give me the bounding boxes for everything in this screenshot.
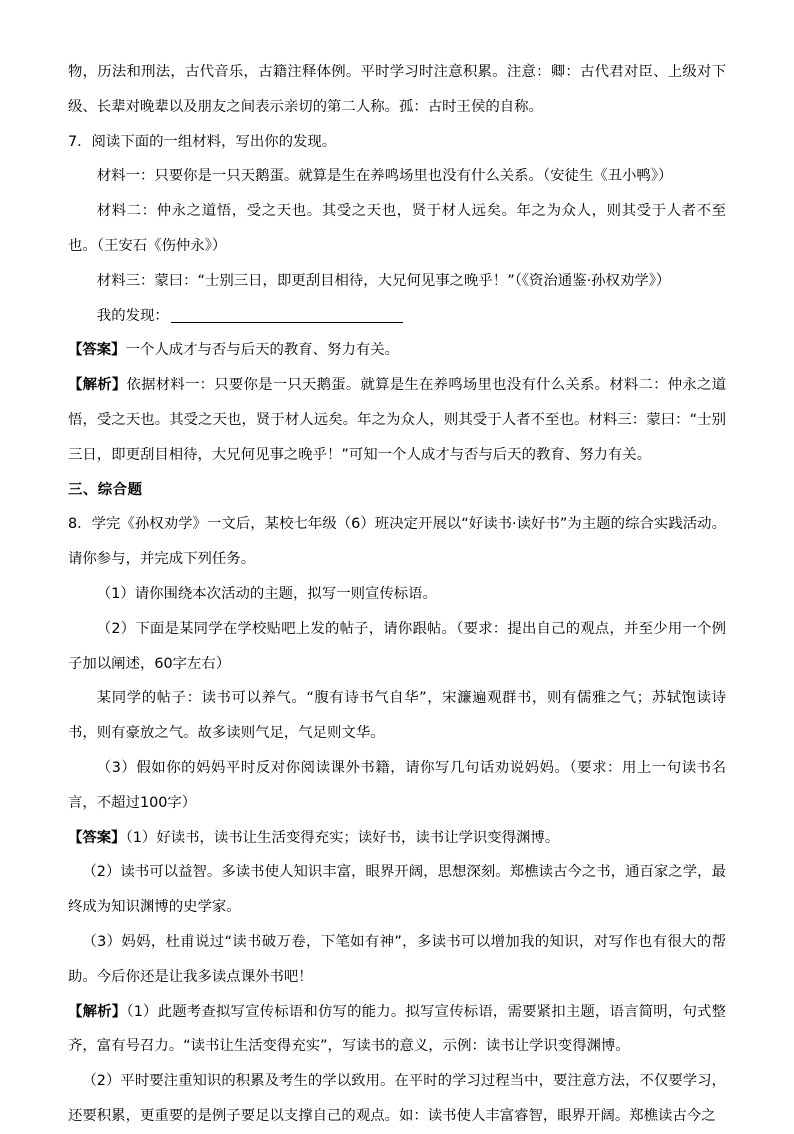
answer-question-8-part-3: （3）妈妈，杜甫说过“读书破万卷，下笔如有神”，多读书可以增加我的知识，对写作也有很大的帮助。今后你还是让我多读点课外书吧！ <box>68 933 726 985</box>
question-8: 8．学完《孙权劝学》一文后，某校七年级（6）班决定开展以“好读书·读好书”为主题的综合实践活动。请你参与，并完成下列任务。 <box>68 516 726 568</box>
my-discovery-line <box>68 299 726 334</box>
document-body <box>68 55 726 1134</box>
material-3: 材料三：蒙曰：“士别三日，即更刮目相待，大兄何见事之晚乎！”（《资治通鉴·孙权劝学》） <box>96 272 671 289</box>
answer-tag: 【答案】 <box>68 829 126 846</box>
question-8-subitem-3: （3）假如你的妈妈平时反对你阅读课外书籍，请你写几句话劝说妈妈。（要求：用上一句读书名言，不超过100字） <box>68 759 726 811</box>
answer-question-8-part-2: （2）读书可以益智。多读书使人知识丰富，眼界开阔，思想深刻。郑樵读古今之书，通百家之学，最终成为知识渊博的史学家。 <box>68 864 726 916</box>
material-2: 材料二：仲永之道悟，受之天也。其受之天也，贤于材人远矣。年之为众人，则其受于人者不至也。（王安石《伤仲永》） <box>68 203 726 254</box>
section-heading-3: 三、综合题 <box>68 481 143 498</box>
analysis-text: 依据材料一：只要你是一只天鹅蛋。就算是生在养鸣场里也没有什么关系。材料二：仲永之道悟，受之天也。其受之天也，贤于材人远矣。年之为众人，则其受于人者不至也。材料三：蒙曰：“士别三日，即更刮目相待，大兄何见事之晚乎！”可知一个人成才与否与后天的教育、努力有关。 <box>68 377 726 463</box>
answer-tag: 【答案】 <box>68 342 126 359</box>
my-discovery-blank[interactable] <box>171 322 403 323</box>
analysis-text: （1）此题考查拟写宣传标语和仿写的能力。拟写宣传标语，需要紧扣主题，语言简明，句式整齐，富有号召力。“读书让生活变得充实”，写读书的意义，示例：读书让学识变得渊博。 <box>68 1003 726 1055</box>
answer-text: （1）好读书，读书让生活变得充实；读好书，读书让学识变得渊博。 <box>125 829 560 846</box>
answer-text: 一个人成才与否与后天的教育、努力有关。 <box>125 342 400 359</box>
my-discovery-label: 我的发现： <box>96 307 169 324</box>
analysis-question-8-part-2: （2）平时要注重知识的积累及考生的学以致用。在平时的学习过程当中，要注意方法，不仅要学习，还要积累，更重要的是例子要足以支撑自己的观点。如：读书使人丰富睿智，眼界开阔。郑樵读古今之 <box>68 1073 726 1124</box>
student-post-content: 某同学的帖子：读书可以养气。“腹有诗书气自华”，宋濂遍观群书，则有儒雅之气；苏轼饱读诗书，则有豪放之气。故多读则气足，气足则文华。 <box>68 690 726 742</box>
paragraph-carryover-analysis: 物，历法和刑法，古代音乐，古籍注释体例。平时学习时注意积累。注意：卿：古代君对臣、上级对下级、长辈对晚辈以及朋友之间表示亲切的第二人称。孤：古时王侯的自称。 <box>68 64 726 115</box>
question-7: 7．阅读下面的一组材料，写出你的发现。 <box>68 133 337 150</box>
material-1: 材料一：只要你是一只天鹅蛋。就算是生在养鸣场里也没有什么关系。（安徒生《丑小鸭》） <box>96 168 673 185</box>
analysis-question-8-part-1 <box>68 995 726 1065</box>
analysis-tag: 【解析】 <box>68 1003 127 1020</box>
analysis-question-7 <box>68 368 726 472</box>
answer-question-8-part-1 <box>68 821 726 856</box>
analysis-tag: 【解析】 <box>68 377 127 394</box>
answer-question-7 <box>68 333 726 368</box>
question-8-subitem-2: （2）下面是某同学在学校贴吧上发的帖子，请你跟帖。（要求：提出自己的观点，并至少用一个例子加以阐述，60字左右） <box>68 620 726 672</box>
question-8-subitem-1: （1）请你围绕本次活动的主题，拟写一则宣传标语。 <box>96 585 437 602</box>
